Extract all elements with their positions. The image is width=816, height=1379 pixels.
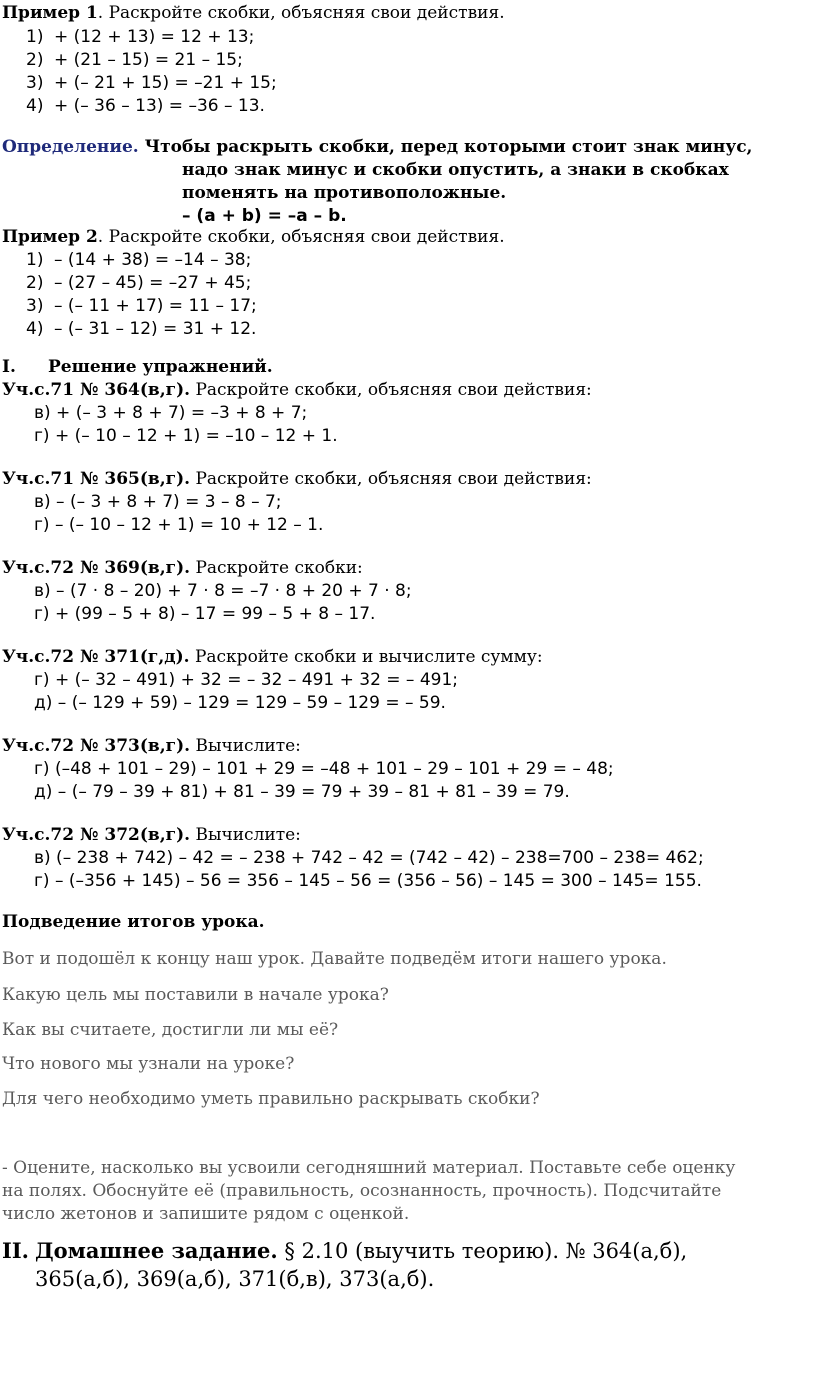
item-number: 3) [26,73,44,93]
assessment-line: - Оцените, насколько вы усвоили сегодняшний материал. Поставьте себе оценку [2,1158,736,1178]
exercise-heading [2,646,543,669]
example1-task: . Раскройте скобки, объясняя свои действия. [97,3,505,23]
item-text: – (– 31 – 12) = 31 + 12. [54,319,257,339]
summary-question: Что нового мы узнали на уроке? [2,1054,295,1074]
exercise-task: Вычислите: [190,736,301,756]
exercise-line: в) + (– 3 + 8 + 7) = –3 + 8 + 7; [34,403,308,423]
exercise-heading [2,379,592,402]
example2-task: . Раскройте скобки, объясняя свои действия. [97,227,505,247]
exercise-task: Раскройте скобки и вычислите сумму: [189,647,543,667]
item-number: 1) [26,27,44,47]
homework-text: § 2.10 (выучить теорию). № 364(а,б), [277,1239,688,1263]
summary-question: Для чего необходимо уметь правильно раскрывать скобки? [2,1089,540,1109]
homework-number: II. [2,1238,29,1263]
definition-line3: поменять на противоположные. [182,183,507,203]
item-text: – (27 – 45) = –27 + 45; [54,273,252,293]
assessment-line: число жетонов и запишите рядом с оценкой. [2,1204,410,1224]
exercise-ref: Уч.с.72 № 371(г,д). [2,647,190,667]
summary-question: Как вы считаете, достигли ли мы её? [2,1020,339,1040]
exercise-line: в) – (7 · 8 – 20) + 7 · 8 = –7 · 8 + 20 + 7 · 8; [34,581,412,601]
section1-heading [2,356,273,379]
section1-title: Решение упражнений. [48,357,273,377]
exercise-ref: Уч.с.72 № 373(в,г). [2,736,191,756]
exercise-ref: Уч.с.72 № 369(в,г). [2,558,191,578]
exercise-line: д) – (– 129 + 59) – 129 = 129 – 59 – 129 = – 59. [34,693,446,713]
example1-item [26,72,277,95]
exercise-line: г) + (– 10 – 12 + 1) = –10 – 12 + 1. [34,426,338,446]
item-number: 4) [26,319,44,339]
example2-item [26,272,251,295]
summary-title: Подведение итогов урока. [2,912,265,932]
definition-line2: надо знак минус и скобки опустить, а знаки в скобках [182,160,729,180]
item-text: + (12 + 13) = 12 + 13; [54,27,255,47]
exercise-heading [2,468,592,491]
exercise-ref: Уч.с.72 № 372(в,г). [2,825,191,845]
exercise-line: г) + (99 – 5 + 8) – 17 = 99 – 5 + 8 – 17. [34,604,376,624]
exercise-ref: Уч.с.71 № 364(в,г). [2,380,191,400]
exercise-line: в) (– 238 + 742) – 42 = – 238 + 742 – 42 = (742 – 42) – 238=700 – 238= 462; [34,848,704,868]
example2-heading [2,226,505,249]
exercise-ref: Уч.с.71 № 365(в,г). [2,469,191,489]
exercise-line: г) (–48 + 101 – 29) – 101 + 29 = –48 + 101 – 29 – 101 + 29 = – 48; [34,759,614,779]
example2-item [26,318,256,341]
item-text: + (– 36 – 13) = –36 – 13. [54,96,265,116]
exercise-line: в) – (– 3 + 8 + 7) = 3 – 8 – 7; [34,492,282,512]
example1-item [26,26,254,49]
definition-text: Чтобы раскрыть скобки, перед которыми стоит знак минус, [138,137,753,157]
exercise-line: г) – (– 10 – 12 + 1) = 10 + 12 – 1. [34,515,324,535]
exercise-task: Раскройте скобки: [190,558,363,578]
definition-line1 [2,136,752,159]
item-number: 2) [26,273,44,293]
definition-label: Определение. [2,137,139,157]
item-number: 2) [26,50,44,70]
item-text: + (– 21 + 15) = –21 + 15; [54,73,277,93]
definition-formula: – (a + b) = –a – b. [182,206,347,226]
example2-item [26,295,257,318]
homework-title: Домашнее задание. [35,1238,278,1263]
section1-number: I. [2,357,16,377]
exercise-line: г) – (–356 + 145) – 56 = 356 – 145 – 56 = (356 – 56) – 145 = 300 – 145= 155. [34,871,702,891]
item-text: + (21 – 15) = 21 – 15; [54,50,243,70]
exercise-heading [2,557,363,580]
exercise-line: г) + (– 32 – 491) + 32 = – 32 – 491 + 32 = – 491; [34,670,459,690]
item-text: – (14 + 38) = –14 – 38; [54,250,252,270]
example2-label: Пример 2 [2,227,98,247]
exercise-task: Раскройте скобки, объясняя свои действия: [190,380,592,400]
item-number: 4) [26,96,44,116]
item-number: 3) [26,296,44,316]
homework-line1 [2,1237,687,1265]
item-text: – (– 11 + 17) = 11 – 17; [54,296,257,316]
example1-label: Пример 1 [2,3,98,23]
summary-question: Вот и подошёл к концу наш урок. Давайте подведём итоги нашего урока. [2,949,667,969]
exercise-heading [2,735,301,758]
item-number: 1) [26,250,44,270]
exercise-task: Раскройте скобки, объясняя свои действия: [190,469,592,489]
summary-question: Какую цель мы поставили в начале урока? [2,985,389,1005]
example1-item [26,95,265,118]
exercise-line: д) – (– 79 – 39 + 81) + 81 – 39 = 79 + 39 – 81 + 81 – 39 = 79. [34,782,570,802]
example1-item [26,49,243,72]
homework-line2: 365(а,б), 369(а,б), 371(б,в), 373(а,б). [35,1267,435,1291]
example2-item [26,249,251,272]
exercise-heading [2,824,301,847]
example1-heading [2,2,505,25]
assessment-line: на полях. Обоснуйте её (правильность, осознанность, прочность). Подсчитайте [2,1181,722,1201]
exercise-task: Вычислите: [190,825,301,845]
